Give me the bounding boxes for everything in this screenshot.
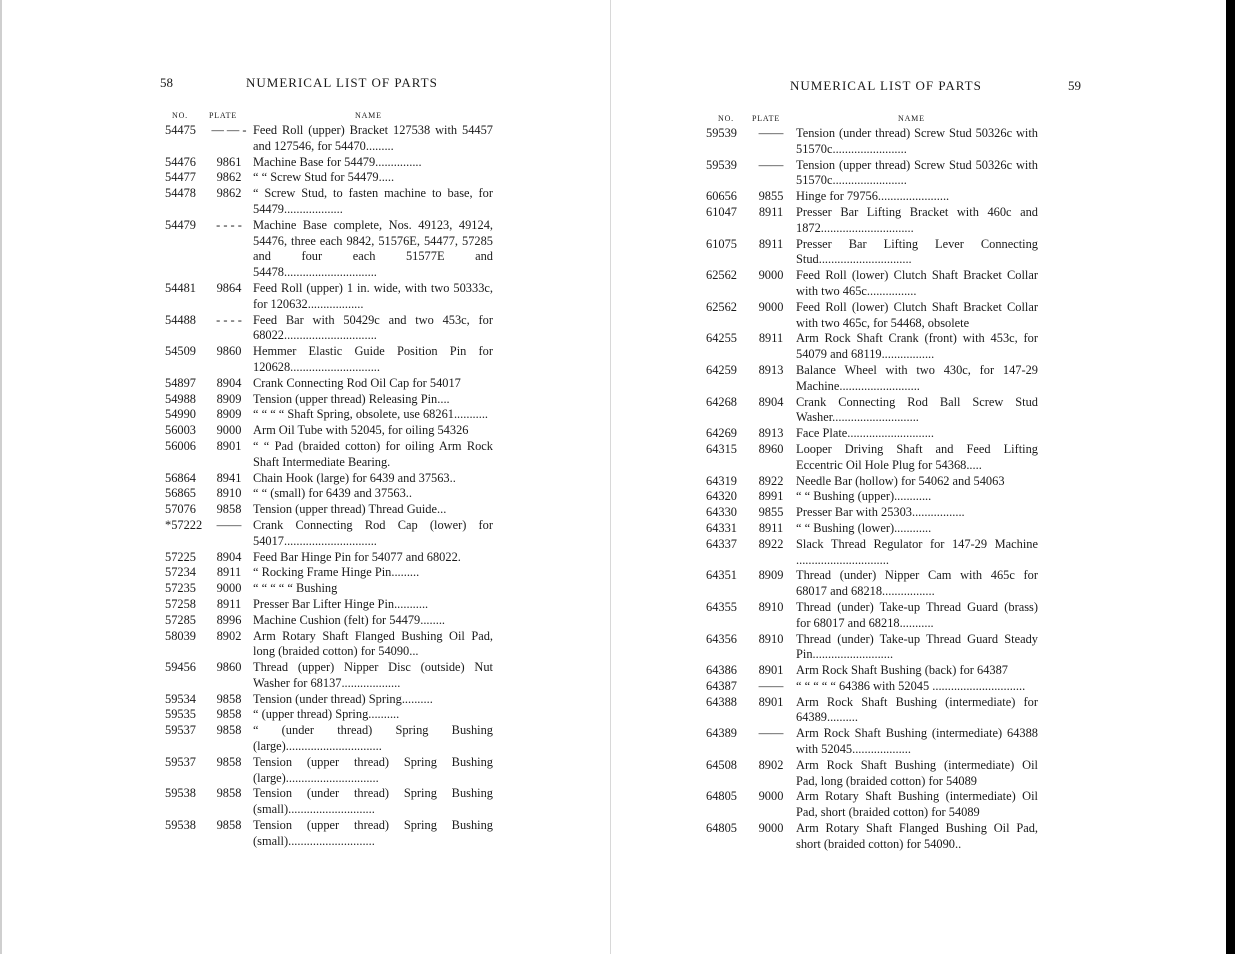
part-name: Looper Driving Shaft and Feed Lifting Eccentric Oil Hole Plug for 54368..... xyxy=(796,441,1038,472)
part-name: Presser Bar with 25303................. xyxy=(796,505,965,520)
plate-number: 8902 xyxy=(216,628,242,643)
part-number: 59534 xyxy=(165,691,196,706)
plate-number: 9000 xyxy=(758,268,784,283)
plate-number: 8904 xyxy=(216,375,242,390)
plate-number: 8911 xyxy=(758,520,784,535)
part-row xyxy=(0,660,493,692)
right-page xyxy=(618,0,1218,954)
part-number: 54476 xyxy=(165,154,196,169)
part-name: “ Rocking Frame Hinge Pin......... xyxy=(253,565,420,580)
part-row xyxy=(0,486,493,502)
plate-number: 8909 xyxy=(216,391,242,406)
plate-number: 8911 xyxy=(216,596,242,611)
plate-number: 9858 xyxy=(216,707,242,722)
plate-number: 8910 xyxy=(216,486,242,501)
part-row xyxy=(0,723,493,755)
part-name: Slack Thread Regulator for 147-29 Machine .............................. xyxy=(796,536,1038,567)
left-page-number: 58 xyxy=(160,75,173,90)
plate-number: 8911 xyxy=(216,565,242,580)
plate-number: 8904 xyxy=(758,394,784,409)
part-number: 54475 xyxy=(165,123,196,137)
right-col-name-header: NAME xyxy=(898,114,925,123)
plate-number: 8901 xyxy=(216,438,242,453)
left-page xyxy=(0,0,600,954)
page-gutter xyxy=(610,0,611,954)
left-page-header: NUMERICAL LIST OF PARTS xyxy=(246,75,438,90)
part-row xyxy=(618,489,1038,505)
part-name: “ (under thread) Spring Bushing (large)............................... xyxy=(253,723,493,754)
part-number: 58039 xyxy=(165,628,196,643)
plate-number: — — - xyxy=(211,123,247,137)
part-number: 64331 xyxy=(706,520,737,535)
part-number: 59539 xyxy=(706,157,737,172)
part-name: Needle Bar (hollow) for 54062 and 54063 xyxy=(796,473,1005,488)
part-name: “ “ Pad (braided cotton) for oiling Arm Rock Shaft Intermediate Bearing. xyxy=(253,438,493,469)
part-row xyxy=(0,471,493,487)
part-name: Thread (under) Take-up Thread Guard (brass) for 68017 and 68218........... xyxy=(796,599,1038,630)
part-number: 64330 xyxy=(706,505,737,520)
plate-number: 8922 xyxy=(758,473,784,488)
part-name: Arm Rock Shaft Bushing (intermediate) Oil Pad, long (braided cotton) for 54089 xyxy=(796,757,1038,788)
part-row xyxy=(0,423,493,439)
part-row xyxy=(0,581,493,597)
part-number: 54488 xyxy=(165,312,196,327)
part-row xyxy=(618,268,1038,300)
part-number: 61075 xyxy=(706,236,737,251)
part-row xyxy=(0,218,493,281)
part-name: Tension (upper thread) Screw Stud 50326c with 51570c........................ xyxy=(796,157,1038,188)
part-name: Feed Roll (upper) 1 in. wide, with two 50333c, for 120632.................. xyxy=(253,280,493,311)
plate-number: 9000 xyxy=(216,581,242,596)
part-row xyxy=(0,597,493,613)
part-number: 56865 xyxy=(165,486,196,501)
part-row xyxy=(0,565,493,581)
part-number: 59537 xyxy=(165,754,196,769)
part-row xyxy=(618,632,1038,664)
part-number: 59539 xyxy=(706,126,737,140)
part-name: Thread (under) Nipper Cam with 465c for 68017 and 68218................. xyxy=(796,568,1038,599)
part-name: Arm Rock Shaft Bushing (intermediate) 64388 with 52045................... xyxy=(796,726,1038,757)
part-name: Face Plate............................ xyxy=(796,426,934,441)
part-number: 61047 xyxy=(706,204,737,219)
part-row xyxy=(618,474,1038,490)
part-name: “ Screw Stud, to fasten machine to base, for 54479................... xyxy=(253,186,493,216)
part-number: 57235 xyxy=(165,581,196,596)
part-name: Arm Rotary Shaft Flanged Bushing Oil Pad, short (braided cotton) for 54090.. xyxy=(796,821,1038,851)
plate-number: 8909 xyxy=(758,568,784,583)
part-name: Balance Wheel with two 430c, for 147-29 Machine.......................... xyxy=(796,362,1038,393)
part-row xyxy=(618,679,1038,695)
part-name: Presser Bar Lifter Hinge Pin........... xyxy=(253,596,429,611)
part-number: 57258 xyxy=(165,596,196,611)
plate-number: 8913 xyxy=(758,426,784,441)
part-number: 64387 xyxy=(706,678,737,693)
part-name: Tension (upper thread) Spring Bushing (small)............................ xyxy=(253,818,493,848)
part-name: “ “ Screw Stud for 54479..... xyxy=(253,170,395,185)
part-number: 64388 xyxy=(706,694,737,709)
part-row xyxy=(618,600,1038,632)
part-row xyxy=(618,568,1038,600)
plate-number: - - - - xyxy=(216,217,242,232)
part-row xyxy=(0,707,493,723)
part-number: 59456 xyxy=(165,660,196,675)
part-row xyxy=(0,439,493,471)
plate-number: —— xyxy=(758,726,784,741)
part-name: Tension (upper thread) Releasing Pin.... xyxy=(253,391,450,406)
part-number: 59538 xyxy=(165,818,196,833)
part-number: 64269 xyxy=(706,426,737,441)
part-name: “ “ Bushing (upper)............ xyxy=(796,489,932,504)
part-number: 64320 xyxy=(706,489,737,504)
right-page-header: NUMERICAL LIST OF PARTS xyxy=(790,78,982,93)
part-row xyxy=(0,313,493,345)
part-number: 56864 xyxy=(165,470,196,485)
plate-number: 9860 xyxy=(216,344,242,359)
part-number: 62562 xyxy=(706,268,737,283)
part-name: Crank Connecting Rod Cap (lower) for 54017.............................. xyxy=(253,517,493,548)
part-number: 64355 xyxy=(706,599,737,614)
part-number: 54509 xyxy=(165,344,196,359)
part-row xyxy=(0,786,493,818)
part-row xyxy=(0,407,493,423)
part-number: 64319 xyxy=(706,473,737,488)
plate-number: 9858 xyxy=(216,723,242,738)
plate-number: 9858 xyxy=(216,691,242,706)
plate-number: 9855 xyxy=(758,505,784,520)
plate-number: —— xyxy=(216,517,242,532)
part-row xyxy=(0,392,493,408)
part-row xyxy=(0,692,493,708)
part-row xyxy=(618,426,1038,442)
part-number: 64386 xyxy=(706,663,737,678)
part-number: 54478 xyxy=(165,186,196,201)
part-name: “ “ “ “ “ 64386 with 52045 .............................. xyxy=(796,678,1026,693)
part-row xyxy=(0,550,493,566)
part-name: Machine Base for 54479............... xyxy=(253,154,422,169)
part-row xyxy=(618,205,1038,237)
plate-number: - - - - xyxy=(216,312,242,327)
part-number: 64508 xyxy=(706,757,737,772)
plate-number: 9860 xyxy=(216,660,242,675)
part-number: 64805 xyxy=(706,789,737,804)
part-row xyxy=(0,613,493,629)
plate-number: 9000 xyxy=(216,423,242,438)
plate-number: 9000 xyxy=(758,299,784,314)
part-row xyxy=(0,376,493,392)
part-name: Tension (under thread) Spring.......... xyxy=(253,691,433,706)
plate-number: 8910 xyxy=(758,599,784,614)
part-number: 64259 xyxy=(706,362,737,377)
part-row xyxy=(0,123,493,155)
part-row xyxy=(618,789,1038,821)
plate-number: 9858 xyxy=(216,786,242,801)
part-number: 64356 xyxy=(706,631,737,646)
part-name: Feed Bar Hinge Pin for 54077 and 68022. xyxy=(253,549,461,564)
part-name: Tension (under thread) Screw Stud 50326c with 51570c........................ xyxy=(796,126,1038,156)
part-row xyxy=(618,158,1038,190)
plate-number: 8902 xyxy=(758,757,784,772)
part-number: 64337 xyxy=(706,536,737,551)
plate-number: 9000 xyxy=(758,821,784,836)
part-number: 54481 xyxy=(165,280,196,295)
part-number: 54479 xyxy=(165,217,196,232)
plate-number: —— xyxy=(758,126,784,140)
part-name: Chain Hook (large) for 6439 and 37563.. xyxy=(253,470,456,485)
part-number: 59538 xyxy=(165,786,196,801)
part-number: 57285 xyxy=(165,612,196,627)
plate-number: 9862 xyxy=(216,186,242,201)
part-row xyxy=(0,755,493,787)
part-number: 56006 xyxy=(165,438,196,453)
part-row xyxy=(618,237,1038,269)
part-number: 54990 xyxy=(165,407,196,422)
part-name: Feed Roll (lower) Clutch Shaft Bracket Collar with two 465c................ xyxy=(796,268,1038,298)
part-row xyxy=(618,758,1038,790)
plate-number: 9864 xyxy=(216,280,242,295)
part-name: Arm Rotary Shaft Flanged Bushing Oil Pad, long (braided cotton) for 54090... xyxy=(253,628,493,659)
part-row xyxy=(0,629,493,661)
part-row xyxy=(618,300,1038,332)
plate-number: 8996 xyxy=(216,612,242,627)
part-row xyxy=(618,331,1038,363)
plate-number: 9861 xyxy=(216,154,242,169)
left-col-plate-header: PLATE xyxy=(209,111,237,120)
plate-number: 9858 xyxy=(216,754,242,769)
part-name: “ “ “ “ Shaft Spring, obsolete, use 68261........... xyxy=(253,407,489,422)
part-row xyxy=(0,502,493,518)
right-page-number: 59 xyxy=(1068,78,1081,93)
part-name: Presser Bar Lifting Lever Connecting Stud.............................. xyxy=(796,236,1038,267)
plate-number: 8911 xyxy=(758,204,784,219)
part-row xyxy=(0,186,493,218)
part-number: 60656 xyxy=(706,189,737,204)
plate-number: 9862 xyxy=(216,170,242,185)
part-row xyxy=(618,395,1038,427)
part-row xyxy=(618,695,1038,727)
part-name: Hinge for 79756....................... xyxy=(796,189,950,204)
part-number: *57222 xyxy=(165,517,203,532)
part-number: 57225 xyxy=(165,549,196,564)
part-row xyxy=(618,505,1038,521)
part-number: 64351 xyxy=(706,568,737,583)
plate-number: 8904 xyxy=(216,549,242,564)
part-number: 64315 xyxy=(706,441,737,456)
part-name: Tension (under thread) Spring Bushing (small)............................ xyxy=(253,786,493,817)
part-row xyxy=(0,170,493,186)
part-name: Machine Base complete, Nos. 49123, 49124, 54476, three each 9842, 51576E, 54477, 57285 and four each 51577E and 54478.............................. xyxy=(253,217,493,280)
part-row xyxy=(0,155,493,171)
part-name: Arm Oil Tube with 52045, for oiling 54326 xyxy=(253,423,469,438)
part-name: “ “ “ “ “ Bushing xyxy=(253,581,338,596)
right-col-plate-header: PLATE xyxy=(752,114,780,123)
plate-number: 8941 xyxy=(216,470,242,485)
part-number: 64805 xyxy=(706,821,737,836)
plate-number: 9000 xyxy=(758,789,784,804)
part-row xyxy=(618,442,1038,474)
part-name: Feed Bar with 50429c and two 453c, for 68022.............................. xyxy=(253,312,493,343)
part-row xyxy=(618,189,1038,205)
part-row xyxy=(618,663,1038,679)
plate-number: 9855 xyxy=(758,189,784,204)
right-col-no-header: NO. xyxy=(718,114,734,123)
right-parts-list xyxy=(618,126,1038,853)
part-row xyxy=(618,726,1038,758)
part-number: 64255 xyxy=(706,331,737,346)
plate-number: —— xyxy=(758,157,784,172)
part-name: Arm Rock Shaft Crank (front) with 453c, for 54079 and 68119................. xyxy=(796,331,1038,362)
part-number: 64389 xyxy=(706,726,737,741)
part-name: Arm Rock Shaft Bushing (back) for 64387 xyxy=(796,663,1008,678)
plate-number: 8960 xyxy=(758,441,784,456)
part-name: Thread (under) Take-up Thread Guard Steady Pin.......................... xyxy=(796,631,1038,662)
part-name: Feed Roll (upper) Bracket 127538 with 54457 and 127546, for 54470......... xyxy=(253,123,493,153)
part-number: 59535 xyxy=(165,707,196,722)
plate-number: 8901 xyxy=(758,694,784,709)
part-number: 62562 xyxy=(706,299,737,314)
part-row xyxy=(0,281,493,313)
plate-number: 9858 xyxy=(216,818,242,833)
part-name: “ (upper thread) Spring.......... xyxy=(253,707,400,722)
part-number: 56003 xyxy=(165,423,196,438)
part-row xyxy=(0,518,493,550)
part-name: Machine Cushion (felt) for 54479........ xyxy=(253,612,446,627)
part-name: “ “ (small) for 6439 and 37563.. xyxy=(253,486,412,501)
plate-number: 8913 xyxy=(758,362,784,377)
part-name: Feed Roll (lower) Clutch Shaft Bracket Collar with two 465c, for 54468, obsolete xyxy=(796,299,1038,330)
part-row xyxy=(618,821,1038,853)
part-row xyxy=(618,126,1038,158)
left-col-no-header: NO. xyxy=(172,111,188,120)
plate-number: 8911 xyxy=(758,331,784,346)
part-number: 64268 xyxy=(706,394,737,409)
part-name: Crank Connecting Rod Ball Screw Stud Washer............................ xyxy=(796,394,1038,425)
part-name: “ “ Bushing (lower)............ xyxy=(796,520,932,535)
plate-number: 8911 xyxy=(758,236,784,251)
part-number: 54477 xyxy=(165,170,196,185)
part-name: Presser Bar Lifting Bracket with 460c and 1872.............................. xyxy=(796,204,1038,235)
part-number: 54988 xyxy=(165,391,196,406)
part-name: Crank Connecting Rod Oil Cap for 54017 xyxy=(253,375,461,390)
part-name: Thread (upper) Nipper Disc (outside) Nut Washer for 68137................... xyxy=(253,660,493,690)
plate-number: —— xyxy=(758,678,784,693)
plate-number: 8901 xyxy=(758,663,784,678)
plate-number: 8910 xyxy=(758,631,784,646)
part-row xyxy=(618,537,1038,569)
plate-number: 8991 xyxy=(758,489,784,504)
part-number: 57076 xyxy=(165,502,196,517)
part-name: Hemmer Elastic Guide Position Pin for 120628............................. xyxy=(253,344,493,374)
plate-number: 9858 xyxy=(216,502,242,517)
part-row xyxy=(618,521,1038,537)
part-row xyxy=(0,818,493,850)
right-page-edge xyxy=(1226,0,1235,954)
part-number: 54897 xyxy=(165,375,196,390)
left-col-name-header: NAME xyxy=(355,111,382,120)
part-row xyxy=(618,363,1038,395)
part-number: 57234 xyxy=(165,565,196,580)
part-number: 59537 xyxy=(165,723,196,738)
part-name: Tension (upper thread) Thread Guide... xyxy=(253,502,447,517)
left-parts-list xyxy=(0,123,493,850)
part-name: Arm Rock Shaft Bushing (intermediate) for 64389.......... xyxy=(796,694,1038,725)
plate-number: 8922 xyxy=(758,536,784,551)
plate-number: 8909 xyxy=(216,407,242,422)
part-name: Arm Rotary Shaft Bushing (intermediate) Oil Pad, short (braided cotton) for 54089 xyxy=(796,789,1038,820)
part-name: Tension (upper thread) Spring Bushing (large).............................. xyxy=(253,754,493,785)
part-row xyxy=(0,344,493,376)
